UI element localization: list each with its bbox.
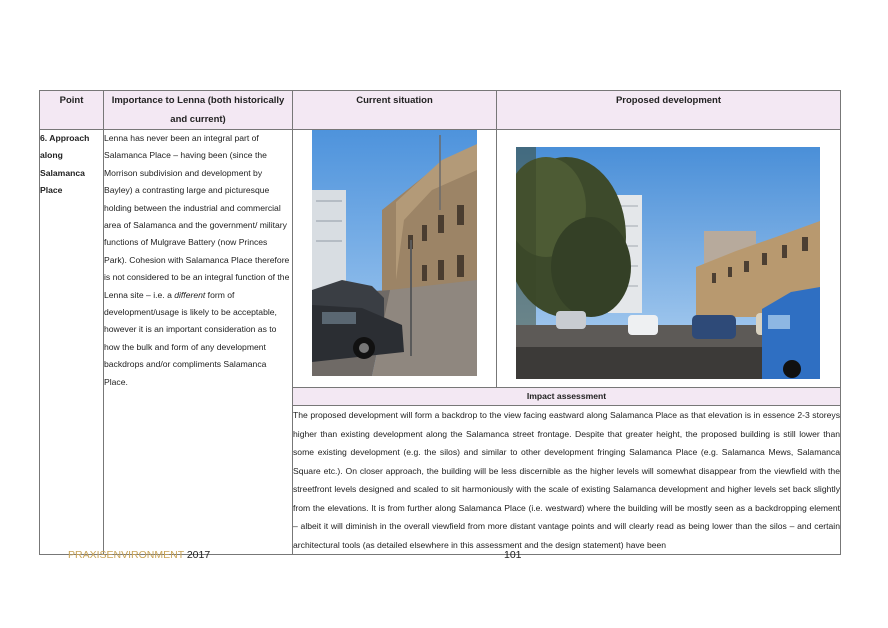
footer-brand: [68, 549, 210, 561]
header-importance: Importance to Lenna (both historically and current): [104, 91, 293, 130]
assessment-table: [39, 90, 841, 555]
proposed-development-photo: [516, 147, 820, 379]
header-proposed-development: Proposed development: [497, 91, 841, 130]
header-current-situation: Current situation: [293, 91, 497, 130]
impact-assessment-title: Impact assessment: [293, 388, 841, 406]
table-row: [40, 130, 841, 388]
point-cell: [40, 130, 104, 555]
header-point: Point: [40, 91, 104, 130]
importance-text-b: form of development/usage is likely to be acceptable, however it is an important consideration as to how the bulk and form of any development backdrops and/or compliments Salamanca Place.: [104, 289, 277, 387]
table-header-row: [40, 91, 841, 130]
importance-text-a: Lenna has never been an integral part of Salamanca Place – having been (since the Morrison subdivision and development by Bayley) a contrasting large and picturesque holding between the industrial and commercial area of Salamanca and the government/ military functions of Mulgrave Battery (now Princes Park). Cohesion with Salamanca Place therefore is not considered to be an integral function of the Lenna site – i.e. a: [104, 133, 290, 300]
current-situation-photo: [312, 130, 477, 376]
current-situation-cell: [293, 130, 497, 388]
impact-assessment-text: The proposed development will form a backdrop to the view facing eastward along Salamanca Place as that elevation is in essence 2-3 storeys higher than existing development along the Salamanca street frontage. Despite that greater height, the proposed building is still lower than some existing development (e.g. the silos) and similar to other development fringing Salamanca Place (e.g. Salamanca Mews, Salamanca Square etc.). On closer approach, the building will be less discernible as the higher levels will somewhat disappear from the viewfield with the streetfront levels designed and scaled to sit harmoniously with the scale of existing Salamanca development and higher levels set back slightly from the elevations. It is from further along Salamanca Place (i.e. westward) where the building will be mostly seen as a backdropping element – albeit it will diminish in the overall viewfield from more distant vantage points and will clearly read as being lower than the silos – and certain architectural tools (as detailed elsewhere in this assessment and the design statement) have been: [293, 406, 841, 555]
footer-year: 2017: [183, 549, 211, 561]
proposed-development-cell: [497, 130, 841, 388]
footer-brand-environment: ENVIRONMENT: [106, 549, 184, 561]
importance-text-em: different: [174, 289, 206, 300]
importance-cell: [104, 130, 293, 555]
footer-brand-praxis: PRAXIS: [68, 549, 107, 561]
point-label: 6. Approach along Salamanca Place: [40, 133, 90, 196]
page-number: 101: [504, 549, 522, 561]
